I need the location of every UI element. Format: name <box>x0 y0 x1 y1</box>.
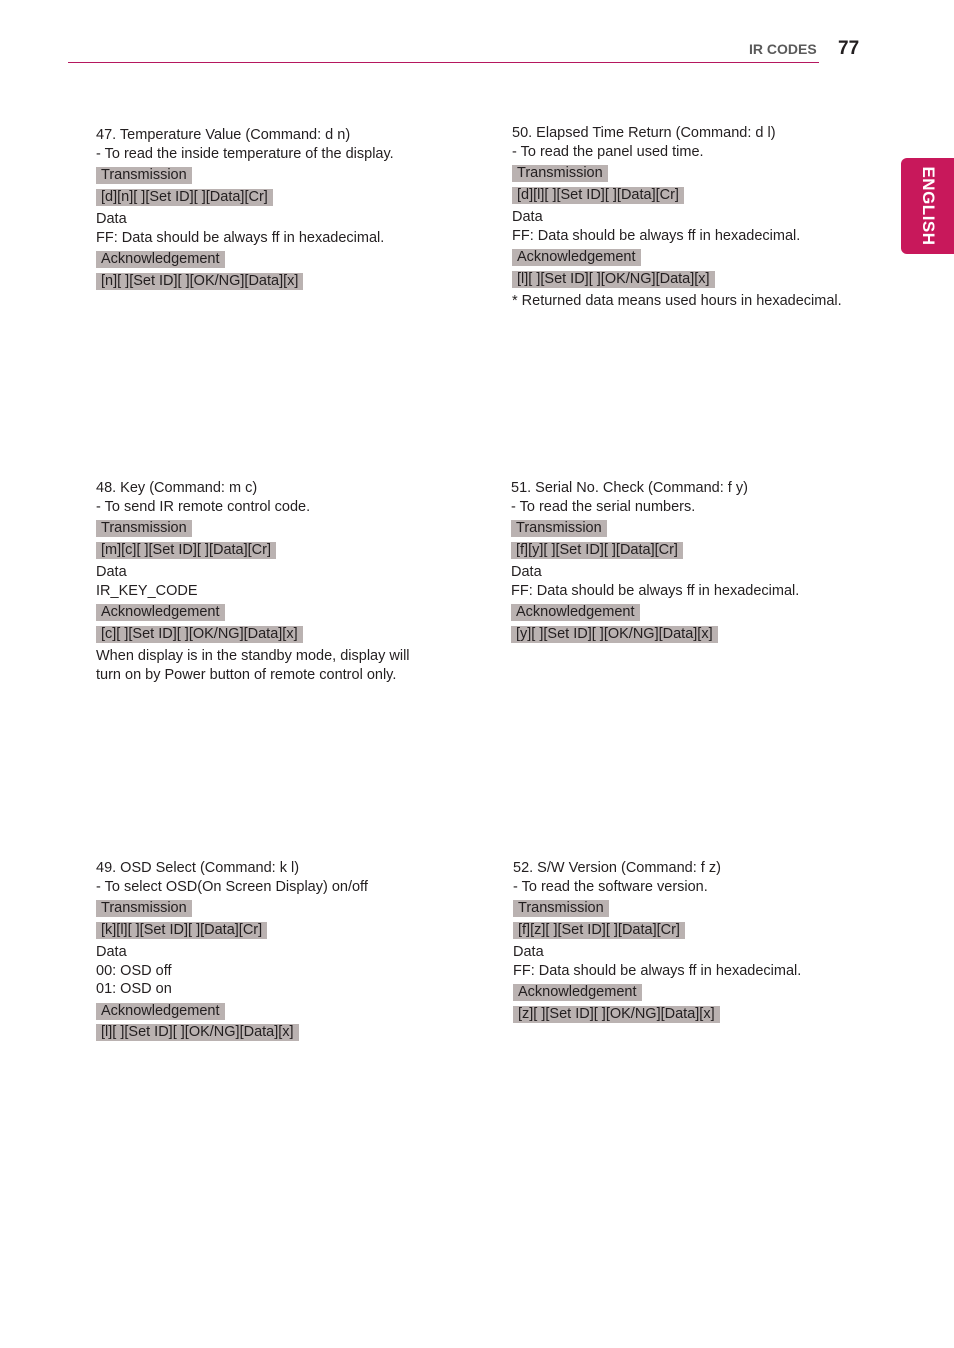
command-block-51 <box>511 479 799 643</box>
command-description: - To read the serial numbers. <box>511 498 696 515</box>
data-label: Data <box>511 564 542 580</box>
command-description: - To select OSD(On Screen Display) on/off <box>96 878 368 895</box>
command-title: 47. Temperature Value (Command: d n) <box>96 127 351 143</box>
command-title: 48. Key (Command: m c) <box>96 480 258 496</box>
command-description: - To read the panel used time. <box>512 143 704 160</box>
command-title: 51. Serial No. Check (Command: f y) <box>511 480 748 496</box>
acknowledgement-label: Acknowledgement <box>96 604 225 621</box>
acknowledgement-format: [l][ ][Set ID][ ][OK/NG][Data][x] <box>512 271 715 288</box>
acknowledgement-label: Acknowledgement <box>511 604 640 621</box>
command-block-47 <box>96 126 394 290</box>
command-description: - To send IR remote control code. <box>96 498 311 515</box>
data-label: Data <box>512 209 543 225</box>
transmission-format: [d][n][ ][Set ID][ ][Data][Cr] <box>96 189 273 206</box>
data-label: Data <box>96 564 127 580</box>
acknowledgement-label: Acknowledgement <box>96 1003 225 1020</box>
data-line: FF: Data should be always ff in hexadecimal. <box>511 582 800 599</box>
acknowledgement-label: Acknowledgement <box>96 251 225 268</box>
transmission-label: Transmission <box>511 520 607 537</box>
data-line: FF: Data should be always ff in hexadecimal. <box>512 227 801 244</box>
acknowledgement-format: [y][ ][Set ID][ ][OK/NG][Data][x] <box>511 626 718 643</box>
command-block-52 <box>513 859 801 1023</box>
command-block-48 <box>96 479 410 684</box>
data-line: IR_KEY_CODE <box>96 582 198 599</box>
header-rule <box>68 62 819 63</box>
command-title: 52. S/W Version (Command: f z) <box>513 860 721 876</box>
language-tab <box>901 158 954 254</box>
data-line: 00: OSD off <box>96 962 172 979</box>
command-block-49 <box>96 859 368 1042</box>
command-title: 50. Elapsed Time Return (Command: d l) <box>512 125 776 141</box>
data-line: 01: OSD on <box>96 981 172 997</box>
transmission-format: [f][z][ ][Set ID][ ][Data][Cr] <box>513 922 685 939</box>
command-description: - To read the inside temperature of the display. <box>96 145 394 162</box>
page-number: 77 <box>838 38 860 59</box>
transmission-format: [m][c][ ][Set ID][ ][Data][Cr] <box>96 542 276 559</box>
data-label: Data <box>513 944 544 960</box>
acknowledgement-label: Acknowledgement <box>512 249 641 266</box>
command-description: - To read the software version. <box>513 878 708 895</box>
note-line: * Returned data means used hours in hexadecimal. <box>512 293 842 309</box>
data-label: Data <box>96 211 127 227</box>
transmission-label: Transmission <box>513 900 609 917</box>
transmission-format: [f][y][ ][Set ID][ ][Data][Cr] <box>511 542 683 559</box>
data-line: FF: Data should be always ff in hexadecimal. <box>96 229 385 246</box>
acknowledgement-format: [z][ ][Set ID][ ][OK/NG][Data][x] <box>513 1006 720 1023</box>
transmission-label: Transmission <box>96 520 192 537</box>
acknowledgement-format: [n][ ][Set ID][ ][OK/NG][Data][x] <box>96 273 303 290</box>
transmission-label: Transmission <box>96 900 192 917</box>
command-title: 49. OSD Select (Command: k l) <box>96 860 300 876</box>
transmission-label: Transmission <box>512 165 608 182</box>
language-tab-label: ENGLISH <box>918 166 938 246</box>
note-line: When display is in the standby mode, display will <box>96 648 410 664</box>
command-block-50 <box>512 124 842 311</box>
transmission-format: [k][l][ ][Set ID][ ][Data][Cr] <box>96 922 267 939</box>
data-label: Data <box>96 944 127 960</box>
section-title: IR CODES <box>749 41 817 57</box>
acknowledgement-label: Acknowledgement <box>513 984 642 1001</box>
transmission-label: Transmission <box>96 167 192 184</box>
acknowledgement-format: [c][ ][Set ID][ ][OK/NG][Data][x] <box>96 626 303 643</box>
data-line: FF: Data should be always ff in hexadecimal. <box>513 962 802 979</box>
transmission-format: [d][l][ ][Set ID][ ][Data][Cr] <box>512 187 684 204</box>
acknowledgement-format: [l][ ][Set ID][ ][OK/NG][Data][x] <box>96 1024 299 1041</box>
note-line: turn on by Power button of remote control only. <box>96 666 397 683</box>
